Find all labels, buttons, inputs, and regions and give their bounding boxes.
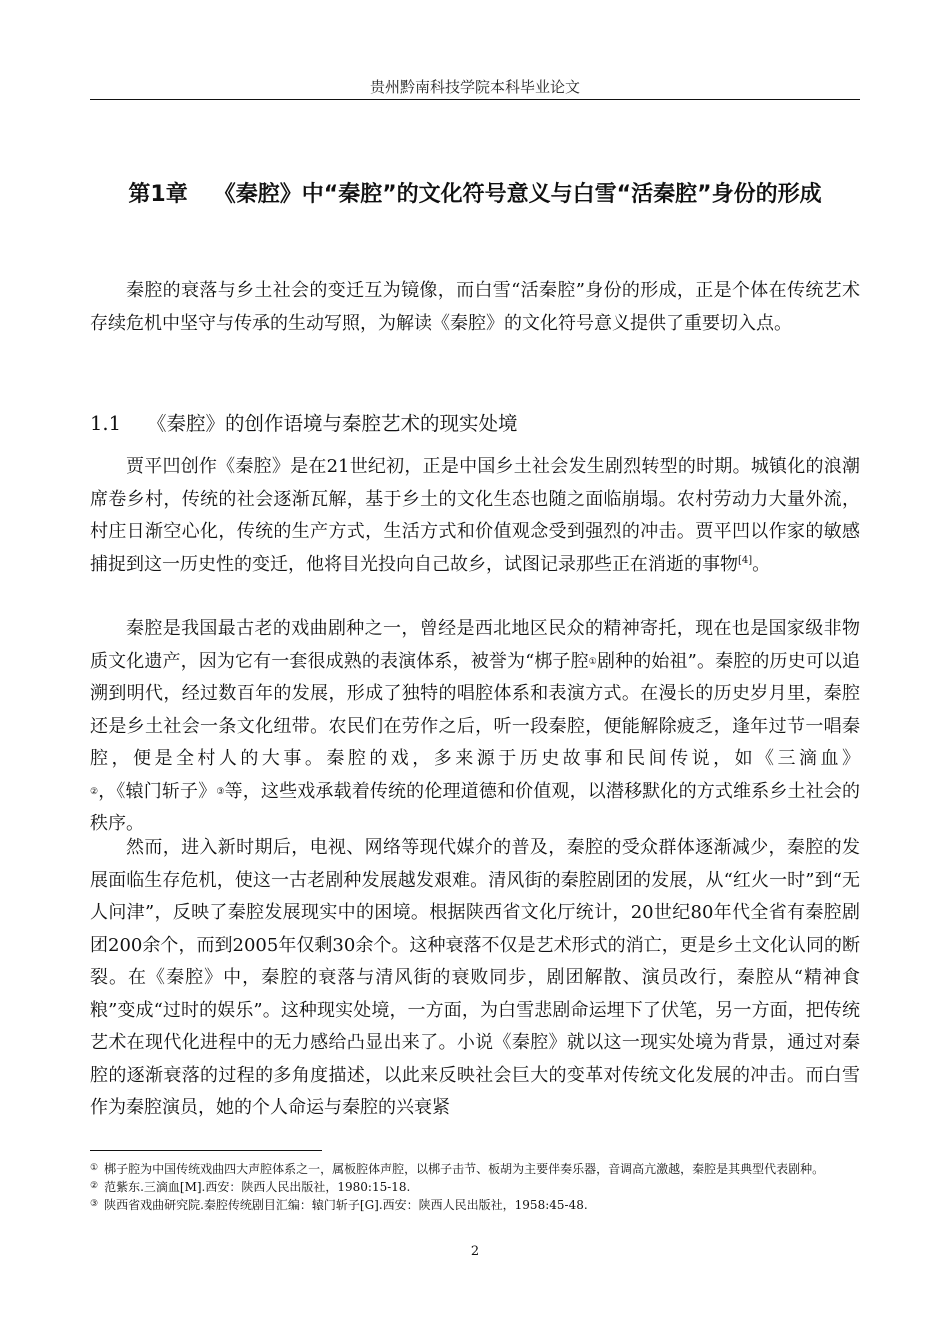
footnote-mark: ③	[90, 1199, 99, 1209]
footnotes	[90, 1160, 860, 1214]
footnote-text: 范紫东.三滴血[M].西安：陕西人民出版社，1980:15-18.	[104, 1180, 411, 1194]
paragraph-text: 剧种的始祖”。秦腔的历史可以追溯到明代，经过数百年的发展，形成了独特的唱腔体系和表演方式。在漫长的历史岁月里，秦腔还是乡土社会一条文化纽带。农民们在劳作之后，听一段秦腔，便能解除疲乏，逢年过节一唱秦腔，便是全村人的大事。秦腔的戏，多来源于历史故事和民间传说，如《三滴血》	[90, 650, 860, 769]
footnote-marker-3[interactable]: ③	[216, 786, 225, 797]
footnote-text: 陕西省戏曲研究院.秦腔传统剧目汇编：辕门斩子[G].西安：陕西人民出版社，1958:45-48.	[104, 1198, 588, 1212]
footnote-2	[90, 1178, 860, 1196]
footnote-marker-1[interactable]: ①	[588, 656, 597, 667]
section-number: 1.1	[90, 412, 122, 435]
paragraph-text: 秦腔是我国最古老的戏曲剧种之一，曾经是西北地区民众的精神寄托，现在也是国家级非物质文化遗产，因为它有一套很成熟的表演体系，被誉为“梆子腔	[90, 618, 860, 672]
footnote-mark: ①	[90, 1163, 99, 1173]
header-rule	[90, 99, 860, 100]
chapter-heading	[95, 178, 855, 212]
chapter-number: 第1章	[128, 182, 188, 207]
paragraph-text: ，《辕门斩子》	[98, 780, 217, 802]
footnote-3	[90, 1196, 860, 1214]
chapter-title: 《秦腔》中“秦腔”的文化符号意义与白雪“活秦腔”身份的形成	[213, 182, 822, 207]
paragraph-end: 。	[752, 553, 771, 575]
footnote-1	[90, 1160, 860, 1178]
footnote-marker-2[interactable]: ②	[90, 786, 99, 797]
intro-paragraph: 秦腔的衰落与乡土社会的变迁互为镜像，而白雪“活秦腔”身份的形成，正是个体在传统艺术存续危机中坚守与传承的生动写照，为解读《秦腔》的文化符号意义提供了重要切入点。	[90, 280, 860, 334]
body-paragraph-2	[90, 613, 860, 841]
body-paragraph-3: 然而，进入新时期后，电视、网络等现代媒介的普及，秦腔的受众群体逐渐减少，秦腔的发展面临生存危机，使这一古老剧种发展越发艰难。清风街的秦腔剧团的发展，从“红火一时”到“无人问津”，反映了秦腔发展现实中的困境。根据陕西省文化厅统计，20世纪80年代全省有秦腔剧团200余个，而到2005年仅剩30余个。这种衰落不仅是艺术形式的消亡，更是乡土文化认同的断裂。在《秦腔》中，秦腔的衰落与清风街的衰败同步，剧团解散、演员改行，秦腔从“精神食粮”变成“过时的娱乐”。这种现实处境，一方面，为白雪悲剧命运埋下了伏笔，另一方面，把传统艺术在现代化进程中的无力感给凸显出来了。小说《秦腔》就以这一现实处境为背景，通过对秦腔的逐渐衰落的过程的多角度描述，以此来反映社会巨大的变革对传统文化发展的冲击。而白雪作为秦腔演员，她的个人命运与秦腔的兴衰紧	[90, 837, 860, 1118]
footnote-separator	[90, 1150, 322, 1151]
page-number: 2	[470, 1244, 480, 1259]
body-paragraph-1	[90, 451, 860, 581]
footnote-mark: ②	[90, 1181, 99, 1191]
running-header: 贵州黔南科技学院本科毕业论文	[369, 78, 580, 96]
paragraph-text: 贾平凹创作《秦腔》是在21世纪初，正是中国乡土社会发生剧烈转型的时期。城镇化的浪潮席卷乡村，传统的社会逐渐瓦解，基于乡土的文化生态也随之面临崩塌。农村劳动力大量外流，村庄日渐空心化，传统的生产方式，生活方式和价值观念受到强烈的冲击。贾平凹以作家的敏感捕捉到这一历史性的变迁，他将目光投向自己故乡，试图记录那些正在消逝的事物	[90, 456, 860, 575]
section-title: 《秦腔》的创作语境与秦腔艺术的现实处境	[147, 412, 518, 435]
section-heading	[90, 408, 860, 436]
paragraph-text: 等，这些戏承载着传统的伦理道德和价值观，以潜移默化的方式维系乡土社会的秩序。	[90, 780, 861, 834]
citation-ref[interactable]: [4]	[738, 554, 753, 566]
footnote-text: 梆子腔为中国传统戏曲四大声腔体系之一，属板腔体声腔，以梆子击节、板胡为主要伴奏乐器，音调高亢激越，秦腔是其典型代表剧种。	[104, 1162, 825, 1176]
